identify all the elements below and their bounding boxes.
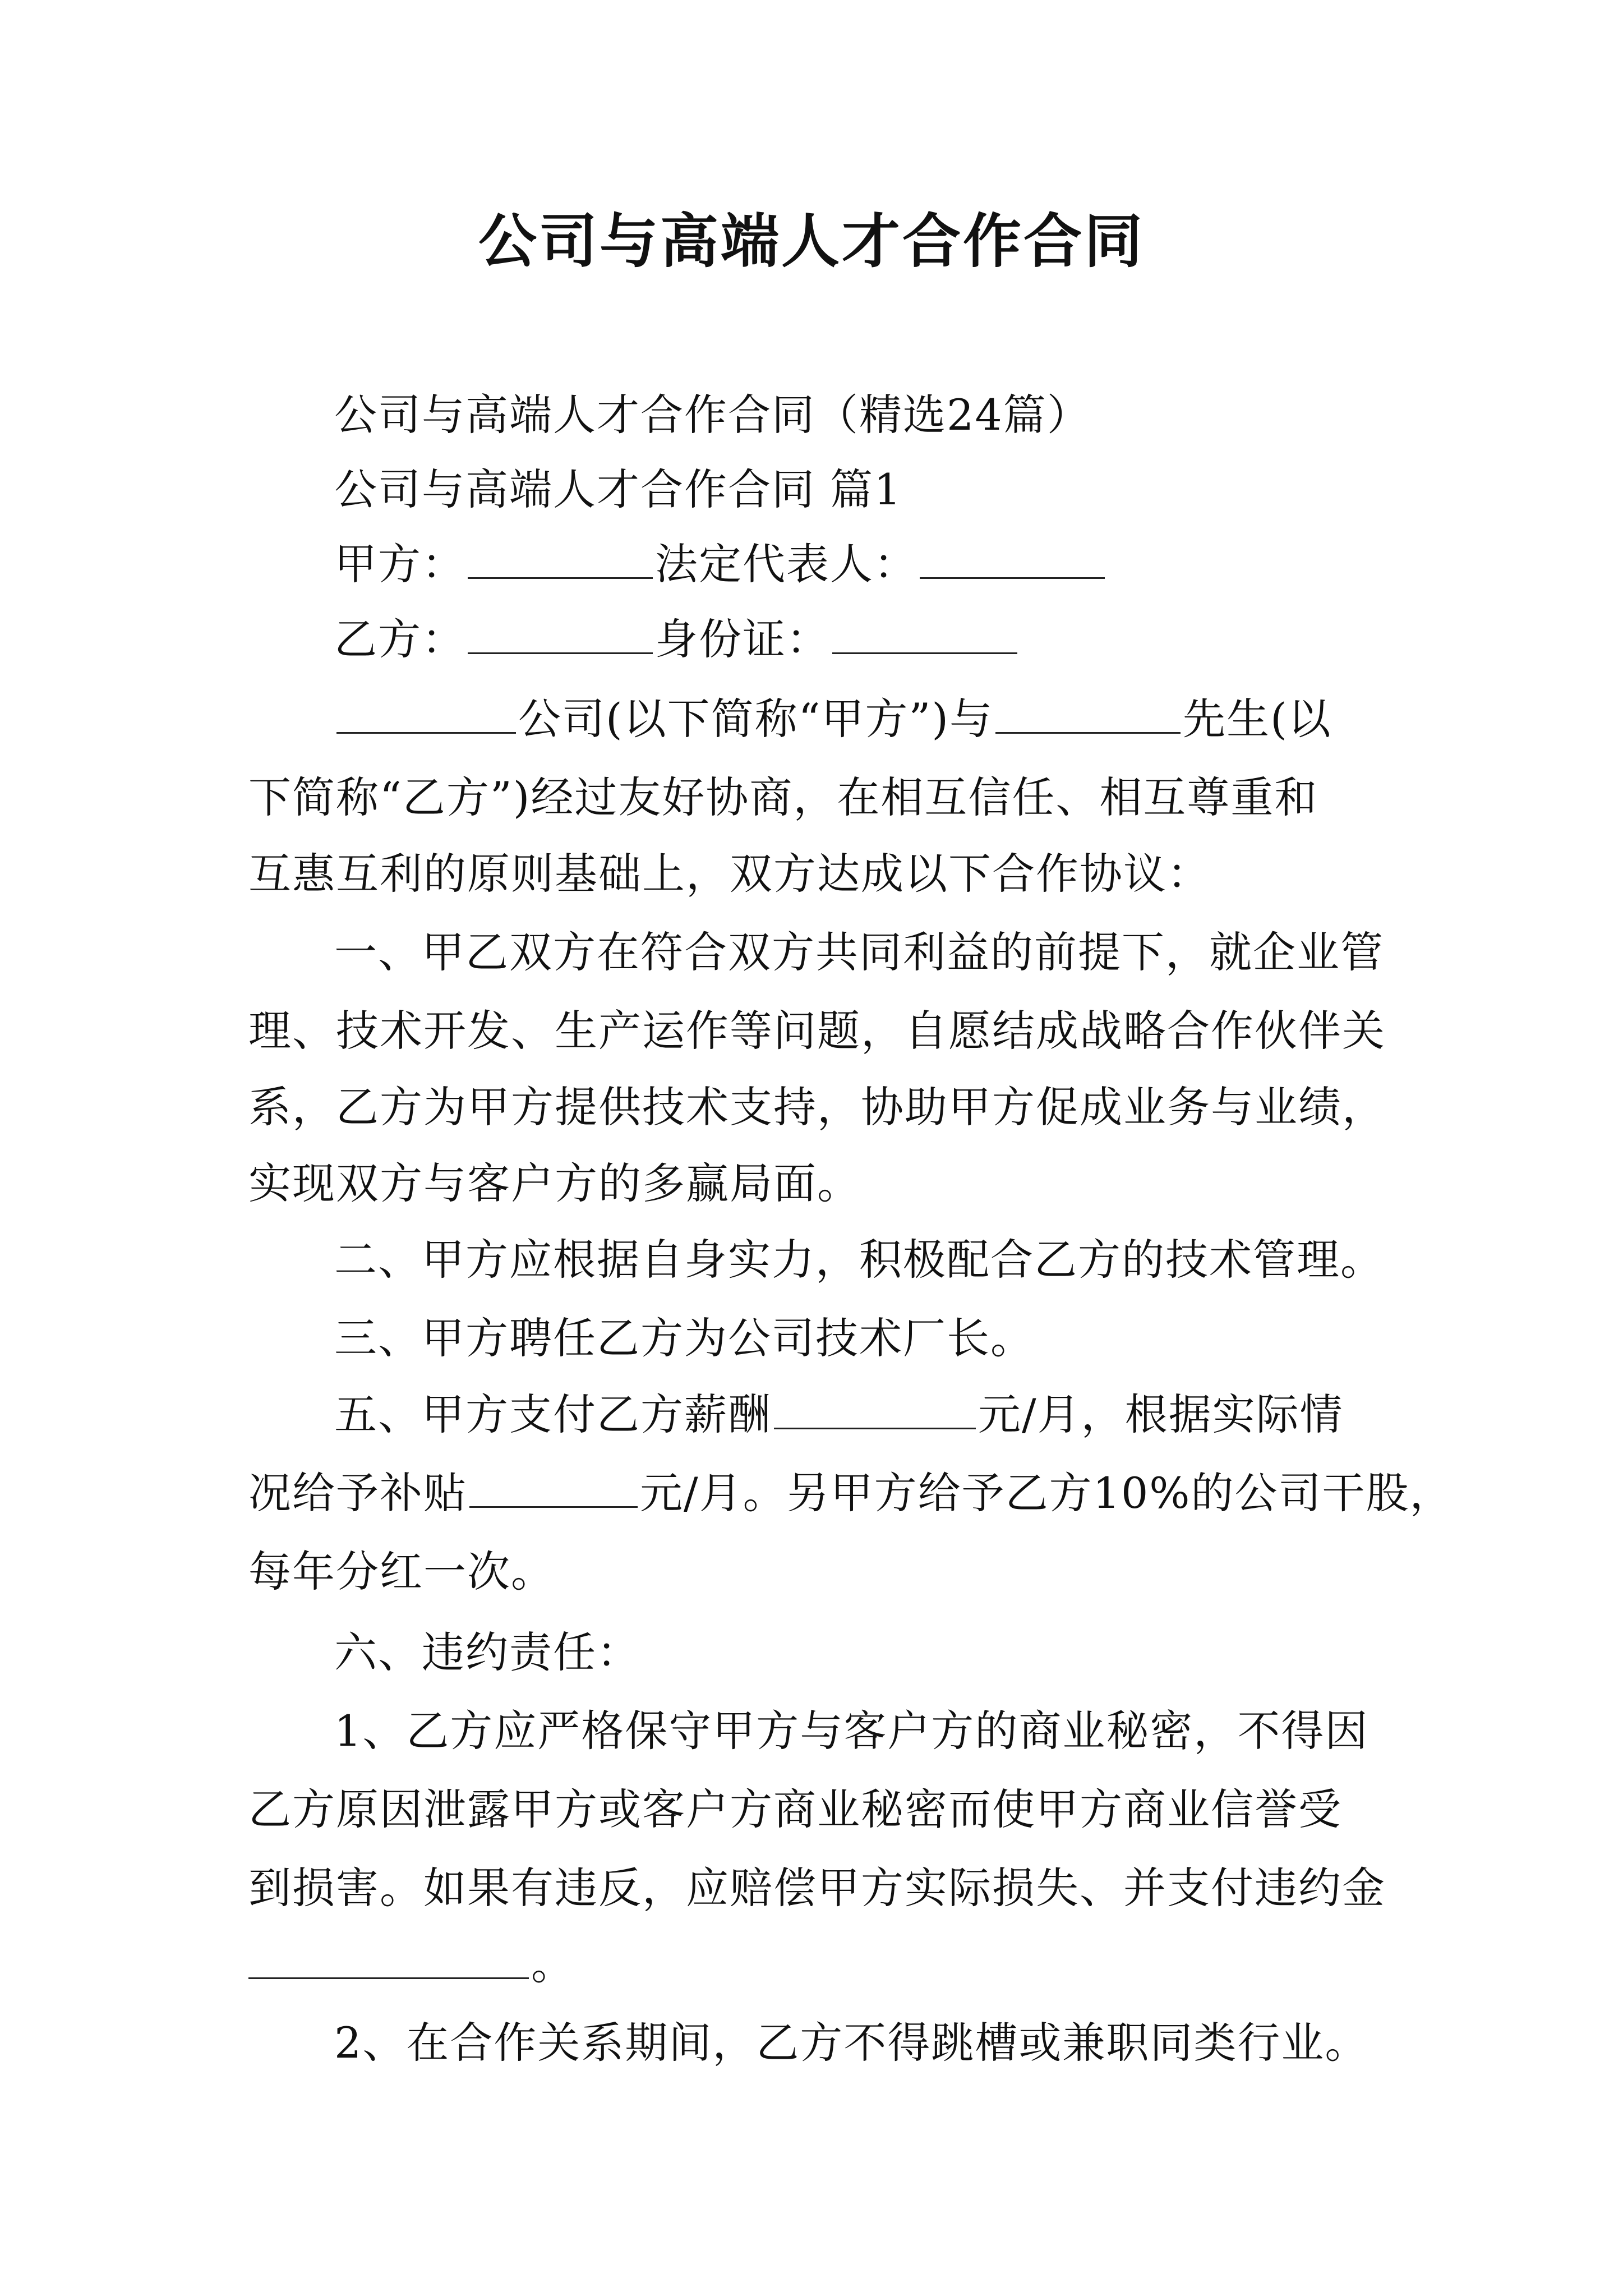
section-heading: 公司与高端人才合作合同 篇1	[334, 464, 902, 514]
clause-6-1-line-2: 乙方原因泄露甲方或客户方商业秘密而使甲方商业信誉受	[248, 1784, 1342, 1834]
clause-6-2: 2、在合作关系期间，乙方不得跳槽或兼职同类行业。	[334, 2018, 1369, 2068]
party-a-blank	[468, 538, 653, 579]
party-a-label: 甲方：	[334, 539, 465, 589]
clause-5-salary-label: 五、甲方支付乙方薪酬	[334, 1389, 772, 1439]
salary-blank	[774, 1388, 976, 1429]
clause-6-1-line-1: 1、乙方应严格保守甲方与客户方的商业秘密，不得因	[334, 1706, 1369, 1756]
company-name-blank	[336, 693, 516, 734]
intro-company: 公司(以下简称“甲方”)与	[518, 694, 994, 744]
subtitle: 公司与高端人才合作合同（精选24篇）	[334, 390, 1091, 440]
intro-line-1	[334, 691, 1332, 747]
penalty-amount-blank	[248, 1938, 529, 1979]
clause-6-1-line-4	[248, 1936, 575, 1993]
id-card-label: 身份证：	[655, 614, 830, 664]
party-b-line	[334, 611, 1020, 668]
intro-line-2: 下简称“乙方”)经过友好协商，在相互信任、相互尊重和	[248, 772, 1318, 822]
clause-1-line-1: 一、甲乙双方在符合双方共同利益的前提下，就企业管	[334, 927, 1384, 977]
subsidy-blank	[469, 1467, 638, 1508]
party-a-line	[334, 536, 1107, 592]
clause-3: 三、甲方聘任乙方为公司技术厂长。	[334, 1313, 1034, 1363]
clause-1-line-2: 理、技术开发、生产运作等问题，自愿结成战略合作伙伴关	[248, 1006, 1386, 1056]
legal-rep-blank	[920, 538, 1105, 579]
clause-5-line-1	[334, 1387, 1344, 1443]
clause-5-salary-unit: 元/月，根据实际情	[978, 1389, 1344, 1439]
person-name-blank	[995, 693, 1181, 734]
legal-rep-label: 法定代表人：	[655, 539, 917, 589]
clause-5-line-3: 每年分红一次。	[248, 1547, 555, 1596]
intro-line-3: 互惠互利的原则基础上，双方达成以下合作协议：	[248, 849, 1211, 899]
intro-mr: 先生(以	[1183, 694, 1332, 744]
party-b-blank	[468, 613, 653, 654]
id-card-blank	[832, 613, 1017, 654]
party-b-label: 乙方：	[334, 614, 465, 664]
clause-5-line-2	[248, 1465, 1454, 1521]
clause-6-heading: 六、违约责任：	[334, 1627, 640, 1677]
clause-6-1-end: 。	[531, 1939, 575, 1989]
clause-5-subsidy-unit: 元/月。另甲方给予乙方10%的公司干股，	[640, 1468, 1454, 1518]
clause-1-line-3: 系，乙方为甲方提供技术支持，协助甲方促成业务与业绩，	[248, 1082, 1386, 1132]
clause-5-subsidy-label: 况给予补贴	[248, 1468, 467, 1518]
document-title: 公司与高端人才合作合同	[478, 207, 1145, 275]
clause-6-1-line-3: 到损害。如果有违反，应赔偿甲方实际损失、并支付违约金	[248, 1863, 1386, 1913]
clause-2: 二、甲方应根据自身实力，积极配合乙方的技术管理。	[334, 1235, 1384, 1285]
clause-1-line-4: 实现双方与客户方的多赢局面。	[248, 1158, 861, 1208]
